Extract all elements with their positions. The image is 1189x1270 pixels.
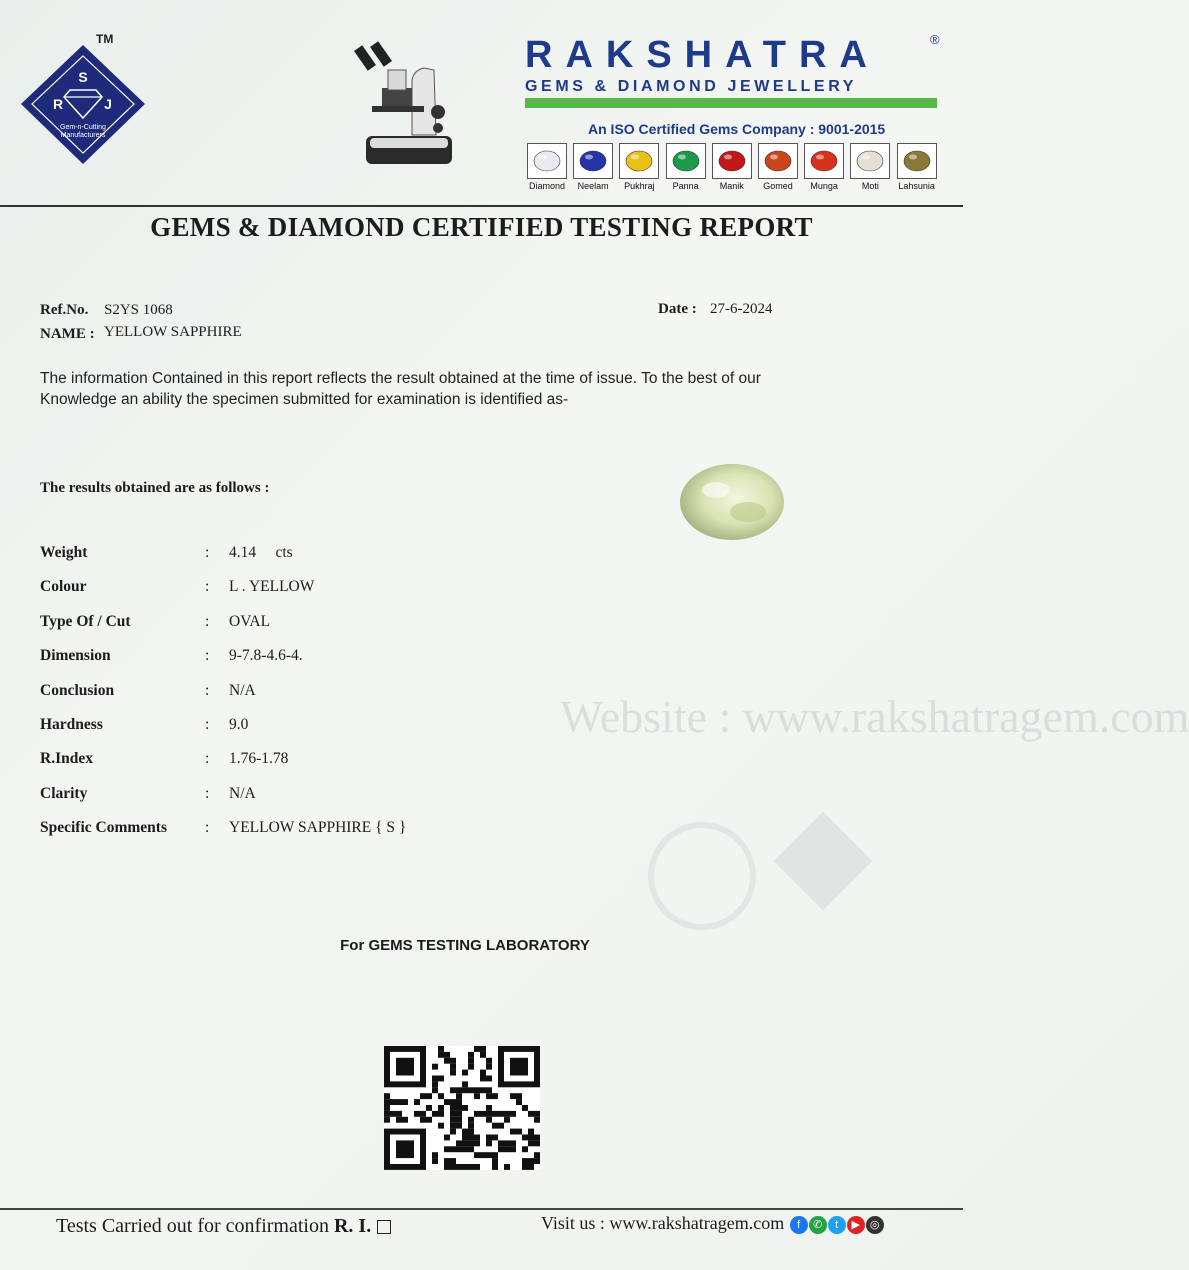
gem-label: Panna bbox=[672, 181, 699, 191]
ref-value: S2YS 1068 bbox=[104, 302, 173, 318]
facebook-icon[interactable]: f bbox=[790, 1216, 808, 1234]
name-label: NAME : bbox=[40, 326, 95, 342]
whatsapp-icon[interactable]: ✆ bbox=[809, 1216, 827, 1234]
gem-label: Munga bbox=[810, 181, 838, 191]
emerald-icon bbox=[666, 143, 706, 179]
results-heading: The results obtained are as follows : bbox=[40, 480, 270, 496]
result-label: Colour bbox=[40, 578, 87, 596]
result-value: 9.0 bbox=[229, 716, 249, 733]
yellow-sapphire-icon bbox=[619, 143, 659, 179]
gem-item-lahsunia bbox=[895, 143, 939, 191]
logo-letter-j: J bbox=[104, 96, 112, 112]
date-label: Date : bbox=[658, 301, 697, 317]
result-value: OVAL bbox=[229, 612, 271, 630]
intro-line-2: Knowledge an ability the specimen submitted for examination is identified as- bbox=[40, 391, 569, 408]
result-value: N/A bbox=[229, 681, 256, 699]
footer-divider bbox=[0, 1208, 963, 1210]
report-title: GEMS & DIAMOND CERTIFIED TESTING REPORT bbox=[150, 212, 813, 242]
brand-subtitle: GEMS & DIAMOND JEWELLERY bbox=[525, 78, 858, 95]
footer-confirmation-text: Tests Carried out for confirmation bbox=[56, 1215, 329, 1237]
name-value: YELLOW SAPPHIRE bbox=[104, 324, 242, 340]
intro-line-1: The information Contained in this report reflects the result obtained at the time of issue. To the best of our bbox=[40, 370, 761, 387]
trademark-mark: TM bbox=[96, 32, 114, 46]
result-value: L . YELLOW bbox=[229, 578, 315, 596]
footer-website bbox=[541, 1213, 884, 1234]
twitter-icon[interactable]: t bbox=[828, 1216, 846, 1234]
gem-label: Pukhraj bbox=[624, 181, 655, 191]
gemstone-photo bbox=[676, 460, 786, 542]
logo-letter-s: S bbox=[78, 69, 88, 85]
gem-label: Diamond bbox=[528, 181, 566, 191]
logo-tagline-2: Manufacturers bbox=[60, 132, 106, 139]
microscope-icon bbox=[352, 40, 462, 168]
registered-mark: ® bbox=[930, 32, 940, 47]
diamond-gem-icon bbox=[527, 143, 567, 179]
header-divider bbox=[0, 205, 963, 207]
youtube-icon[interactable]: ▶ bbox=[847, 1216, 865, 1234]
diamond-watermark bbox=[774, 812, 873, 911]
seal-watermark bbox=[648, 822, 756, 930]
footer-website-link[interactable]: Visit us : www.rakshatragem.com bbox=[541, 1213, 785, 1233]
gem-item-pukhraj bbox=[617, 143, 661, 191]
gem-label: Lahsunia bbox=[898, 181, 935, 191]
checkbox-icon bbox=[377, 1220, 391, 1234]
lab-signature-label: For GEMS TESTING LABORATORY bbox=[340, 937, 590, 954]
gem-label: Moti bbox=[861, 181, 879, 191]
result-label: Hardness bbox=[40, 716, 103, 733]
brand-name: RAKSHATRA bbox=[525, 34, 880, 76]
footer-confirmation bbox=[56, 1215, 391, 1238]
result-label: Weight bbox=[40, 544, 88, 561]
result-value: N/A bbox=[229, 784, 256, 802]
logo-letter-r: R bbox=[52, 96, 64, 112]
result-label: Conclusion bbox=[40, 681, 115, 699]
gem-strip bbox=[525, 143, 945, 193]
result-label: Specific Comments bbox=[40, 819, 167, 837]
srj-logo bbox=[18, 42, 148, 167]
blue-sapphire-icon bbox=[573, 143, 613, 179]
result-colon: : bbox=[205, 612, 210, 630]
result-colon: : bbox=[205, 647, 210, 665]
intro-paragraph bbox=[40, 368, 840, 410]
gem-item-moti bbox=[848, 143, 892, 191]
result-value: 9-7.8-4.6-4. bbox=[229, 647, 303, 665]
gem-item-neelam bbox=[571, 143, 615, 191]
brand-green-bar bbox=[525, 98, 937, 108]
gem-item-munga bbox=[802, 143, 846, 191]
gem-label: Neelam bbox=[577, 181, 609, 191]
cats-eye-icon bbox=[897, 143, 937, 179]
result-colon: : bbox=[205, 819, 210, 837]
result-value: YELLOW SAPPHIRE { S } bbox=[229, 819, 407, 837]
social-icons bbox=[789, 1213, 884, 1233]
gem-item-manik bbox=[710, 143, 754, 191]
website-watermark: Website : www.rakshatragem.com bbox=[560, 691, 1189, 742]
result-colon: : bbox=[205, 750, 210, 768]
pearl-icon bbox=[850, 143, 890, 179]
result-colon: : bbox=[205, 716, 210, 733]
coral-icon bbox=[804, 143, 844, 179]
ruby-icon bbox=[712, 143, 752, 179]
result-colon: : bbox=[205, 578, 210, 596]
ref-label: Ref.No. bbox=[40, 302, 89, 318]
result-colon: : bbox=[205, 681, 210, 699]
gem-label: Gomed bbox=[763, 181, 793, 191]
result-colon: : bbox=[205, 784, 210, 802]
iso-certification: An ISO Certified Gems Company : 9001-2015 bbox=[588, 121, 886, 137]
footer-ri-label: R. I. bbox=[333, 1215, 372, 1237]
gem-item-diamond bbox=[525, 143, 569, 191]
qr-code bbox=[384, 1046, 540, 1170]
result-label: R.Index bbox=[40, 750, 93, 768]
instagram-icon[interactable]: ◎ bbox=[866, 1216, 884, 1234]
result-label: Dimension bbox=[40, 647, 111, 665]
gem-item-panna bbox=[664, 143, 708, 191]
result-label: Clarity bbox=[40, 784, 88, 802]
gem-item-gomed bbox=[756, 143, 800, 191]
result-label: Type Of / Cut bbox=[40, 612, 131, 630]
result-value: 4.14 cts bbox=[229, 544, 293, 561]
date-value: 27-6-2024 bbox=[710, 301, 773, 317]
logo-tagline-1: Gem-n-Cutting bbox=[60, 124, 106, 131]
hessonite-icon bbox=[758, 143, 798, 179]
gem-label: Manik bbox=[719, 181, 744, 191]
brand-block bbox=[525, 34, 945, 96]
result-value: 1.76-1.78 bbox=[229, 750, 289, 768]
result-colon: : bbox=[205, 544, 210, 561]
